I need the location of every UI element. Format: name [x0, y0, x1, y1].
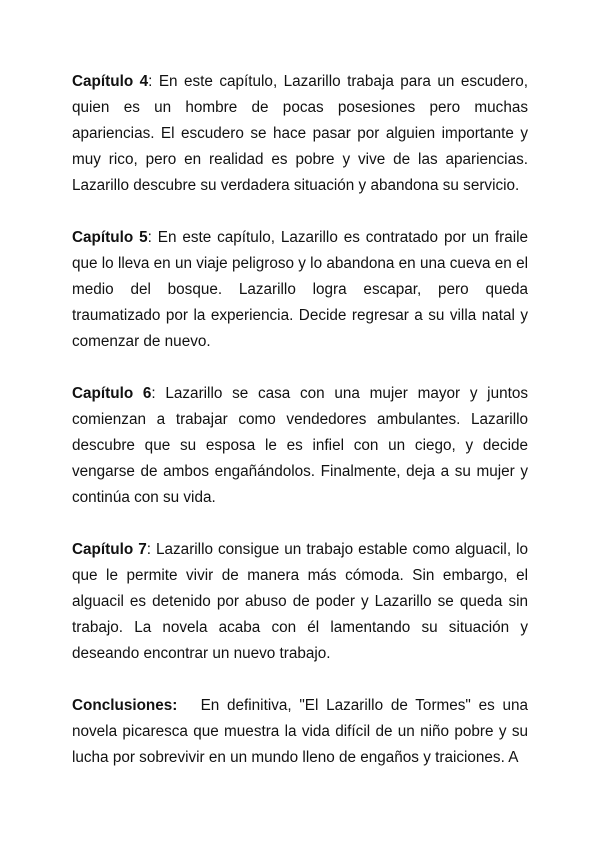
chapter-7-heading: Capítulo 7 [72, 541, 147, 558]
chapter-4-heading: Capítulo 4 [72, 73, 149, 90]
chapter-6-heading: Capítulo 6 [72, 385, 152, 402]
chapter-6-paragraph [72, 381, 528, 511]
chapter-5-heading: Capítulo 5 [72, 229, 148, 246]
chapter-7-paragraph [72, 537, 528, 667]
chapter-6-text: : Lazarillo se casa con una mujer mayor y juntos comienzan a trabajar como vendedores ambulantes. Lazarillo descubre que su esposa le es infiel con un ciego, y decide vengarse de ambos engañándolos. Finalmente, deja a su mujer y continúa con su vida. [72, 385, 529, 506]
document-page [72, 69, 533, 797]
conclusions-paragraph [72, 693, 533, 771]
chapter-5-paragraph [72, 225, 528, 355]
conclusions-heading: Conclusiones: [72, 697, 178, 714]
chapter-4-paragraph [72, 69, 528, 199]
chapter-4-text: : En este capítulo, Lazarillo trabaja para un escudero, quien es un hombre de pocas posesiones pero muchas apariencias. El escudero se hace pasar por alguien importante y muy rico, pero en realidad es pobre y vive de las apariencias. Lazarillo descubre su verdadera situación y abandona su servicio. [72, 73, 528, 194]
chapter-5-text: : En este capítulo, Lazarillo es contratado por un fraile que lo lleva en un viaje peligroso y lo abandona en una cueva en el medio del bosque. Lazarillo logra escapar, pero queda traumatizado por la experiencia. Decide regresar a su villa natal y comenzar de nuevo. [72, 229, 529, 350]
chapter-7-text: : Lazarillo consigue un trabajo estable como alguacil, lo que le permite vivir de manera más cómoda. Sin embargo, el alguacil es detenido por abuso de poder y Lazarillo se queda sin trabajo. La novela acaba con él lamentando su situación y deseando encontrar un nuevo trabajo. [72, 541, 529, 662]
conclusions-text: En definitiva, "El Lazarillo de Tormes" es una novela picaresca que muestra la vida difícil de un niño pobre y su lucha por sobrevivir en un mundo lleno de engaños y traiciones. A [72, 697, 533, 766]
